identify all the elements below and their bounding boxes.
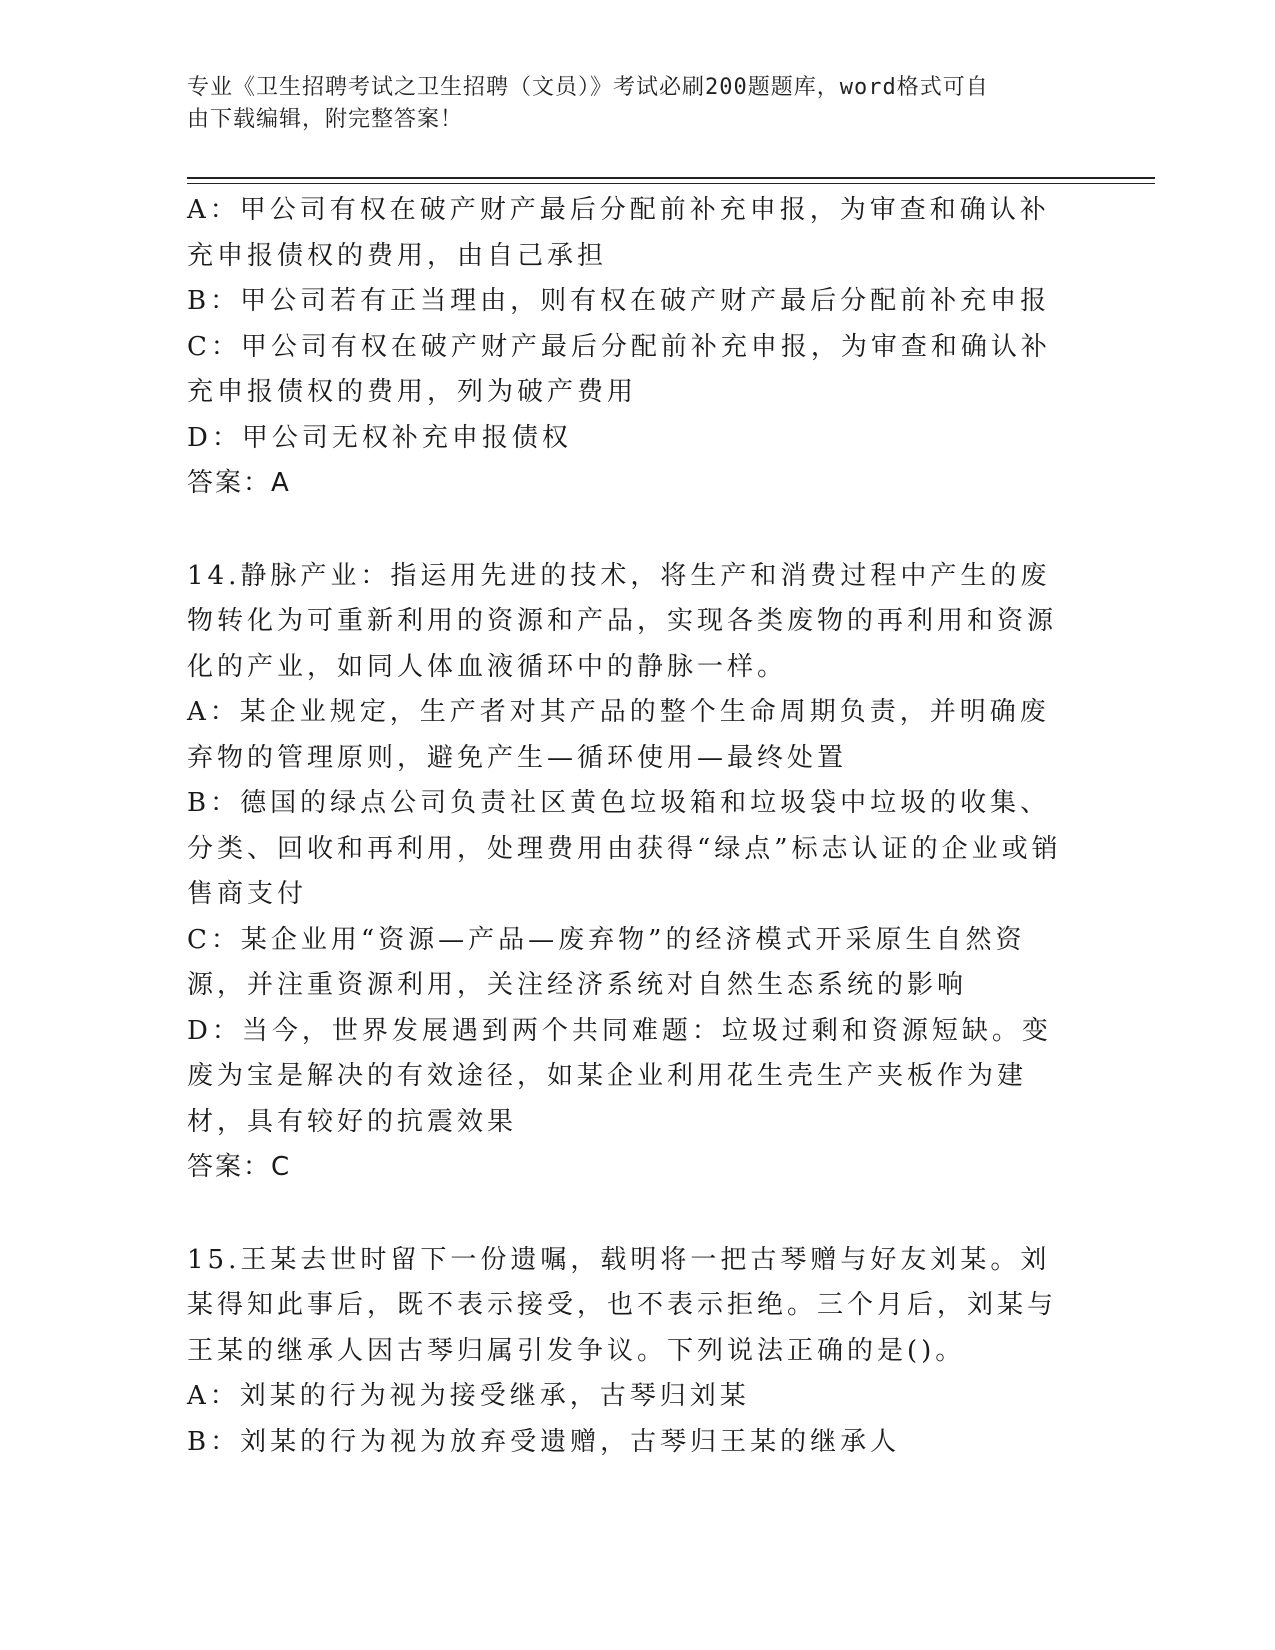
question-14 [187,554,1072,1191]
question-13-option-a: A：甲公司有权在破产财产最后分配前补充申报，为审查和确认补充申报债权的费用，由自己承担 [187,195,1050,271]
question-14-option-a: A：某企业规定，生产者对其产品的整个生命周期负责，并明确废弃物的管理原则，避免产生—循环使用—最终处置 [187,697,1050,773]
header-line-1: 专业《卫生招聘考试之卫生招聘（文员）》考试必刷200题题库，word格式可自 [187,75,989,100]
question-13 [187,188,1072,507]
document-body [187,188,1072,1465]
question-13-option-d: D：甲公司无权补充申报债权 [187,422,572,453]
document-header [187,72,1067,136]
question-13-answer: 答案：A [187,468,291,498]
question-15 [187,1238,1072,1466]
question-15-option-b: B：刘某的行为视为放弃受遗赠，古琴归王某的继承人 [187,1426,901,1457]
header-line-2: 由下载编辑，附完整答案！ [187,107,464,132]
question-15-stem: 15.王某去世时留下一份遗嘱，载明将一把古琴赠与好友刘某。刘某得知此事后，既不表示接受，也不表示拒绝。三个月后，刘某与王某的继承人因古琴归属引发争议。下列说法正确的是()。 [187,1244,1058,1366]
question-14-option-b: B：德国的绿点公司负责社区黄色垃圾箱和垃圾袋中垃圾的收集、分类、回收和再利用，处理费用由获得“绿点”标志认证的企业或销售商支付 [187,788,1062,909]
question-14-option-c: C：某企业用“资源—产品—废弃物”的经济模式开采原生自然资源，并注重资源利用，关注经济系统对自然生态系统的影响 [187,924,1026,1000]
question-13-option-c: C：甲公司有权在破产财产最后分配前补充申报，为审查和确认补充申报债权的费用，列为破产费用 [187,331,1051,407]
header-divider-thin [187,183,1155,184]
question-13-option-b: B：甲公司若有正当理由，则有权在破产财产最后分配前补充申报 [187,286,1051,316]
question-14-stem: 14.静脉产业：指运用先进的技术，将生产和消费过程中产生的废物转化为可重新利用的资源和产品，实现各类废物的再利用和资源化的产业，如同人体血液循环中的静脉一样。 [187,560,1058,682]
question-14-option-d: D：当今，世界发展遇到两个共同难题：垃圾过剩和资源短缺。变废为宝是解决的有效途径，如某企业利用花生壳生产夹板作为建材，具有较好的抗震效果 [187,1015,1052,1137]
question-14-answer: 答案：C [187,1152,292,1182]
header-divider-thick [187,177,1155,179]
question-15-option-a: A：刘某的行为视为接受继承，古琴归刘某 [187,1381,750,1411]
